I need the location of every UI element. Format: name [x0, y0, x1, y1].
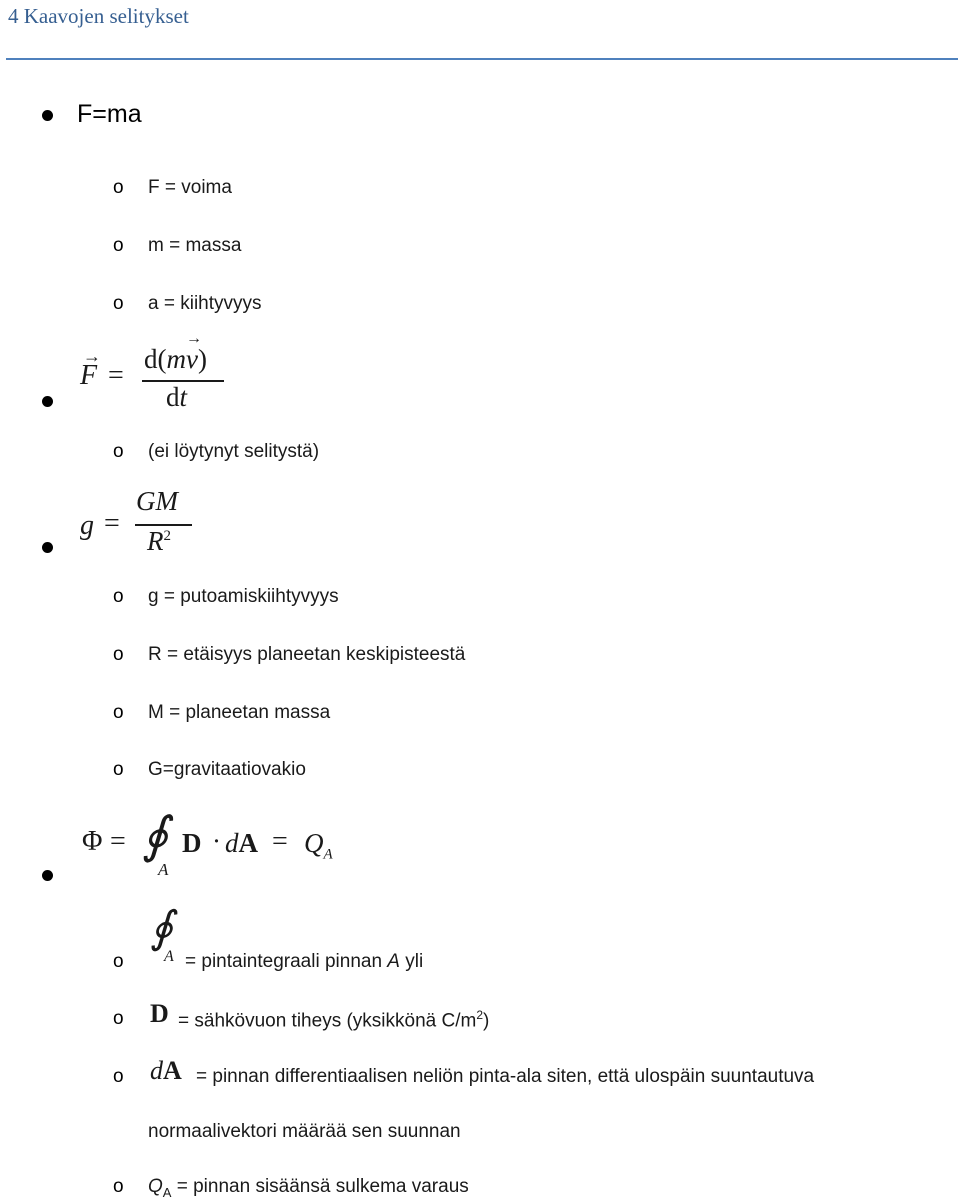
gauss-sub-flux-density-text: = sähkövuon tiheys (yksikkönä C/m [178, 1010, 477, 1032]
vector-d-symbol: D [150, 999, 169, 1028]
sub-marker: o [113, 293, 124, 314]
bullet [42, 542, 53, 553]
bullet [42, 870, 53, 881]
gauss-sub-charge [148, 1176, 469, 1200]
sub-marker: o [113, 702, 124, 723]
gauss-sub-integral-var: A [387, 951, 400, 972]
fma-sub-acceleration: a = kiihtyvyys [148, 293, 262, 314]
sub-marker: o [113, 951, 124, 972]
sub-marker: o [113, 1066, 124, 1087]
heading-rule [6, 58, 958, 60]
sub-marker: o [113, 177, 124, 198]
sub-marker: o [113, 644, 124, 665]
gravity-sub-m: M = planeetan massa [148, 702, 331, 723]
fma-sub-mass: m = massa [148, 235, 242, 256]
sub-marker: o [113, 1176, 124, 1197]
sub-marker: o [113, 1008, 124, 1029]
momentum-sub-note: (ei löytynyt selitystä) [148, 441, 320, 462]
formula-momentum: F → = d(mv → ) dt [80, 346, 230, 416]
gauss-sub-area-line1: = pinnan differentiaalisen neliön pinta-ala siten, että ulospäin suuntautuva [196, 1066, 815, 1087]
bullet [42, 396, 53, 407]
bullet [42, 110, 53, 121]
sub-marker: o [113, 586, 124, 607]
surface-integral-symbol: ∮ A [150, 903, 174, 965]
formula-fma: F=ma [77, 100, 142, 128]
page-heading: 4 Kaavojen selitykset [8, 4, 189, 28]
gauss-sub-flux-density [178, 1008, 489, 1032]
gauss-sub-integral [185, 951, 423, 973]
gauss-sub-flux-density-sup: 2 [476, 1008, 484, 1022]
gauss-sub-area-line2: normaalivektori määrää sen suunnan [148, 1121, 461, 1142]
gravity-sub-constant: G=gravitaatiovakio [148, 759, 306, 780]
gravity-sub-g: g = putoamiskiihtyvyys [148, 586, 339, 607]
gravity-sub-r: R = etäisyys planeetan keskipisteestä [148, 644, 466, 665]
gauss-sub-charge-var: Q [148, 1176, 163, 1197]
sub-marker: o [113, 441, 124, 462]
gauss-sub-integral-end: yli [399, 951, 424, 972]
gauss-sub-charge-sub: A [162, 1184, 172, 1200]
gauss-sub-charge-text: = pinnan sisäänsä sulkema varaus [171, 1176, 469, 1197]
gauss-sub-integral-text: = pintaintegraali pinnan [185, 951, 388, 972]
fma-sub-force: F = voima [148, 177, 232, 198]
formula-gravity: g = GM $R^2$ [80, 488, 200, 560]
sub-marker: o [113, 759, 124, 780]
vector-da-symbol: dA [150, 1056, 182, 1085]
formula-gauss: Φ = ∮ A D · dA = $Q_A$ [82, 807, 333, 879]
sub-marker: o [113, 235, 124, 256]
gauss-sub-flux-density-end: ) [483, 1010, 490, 1032]
